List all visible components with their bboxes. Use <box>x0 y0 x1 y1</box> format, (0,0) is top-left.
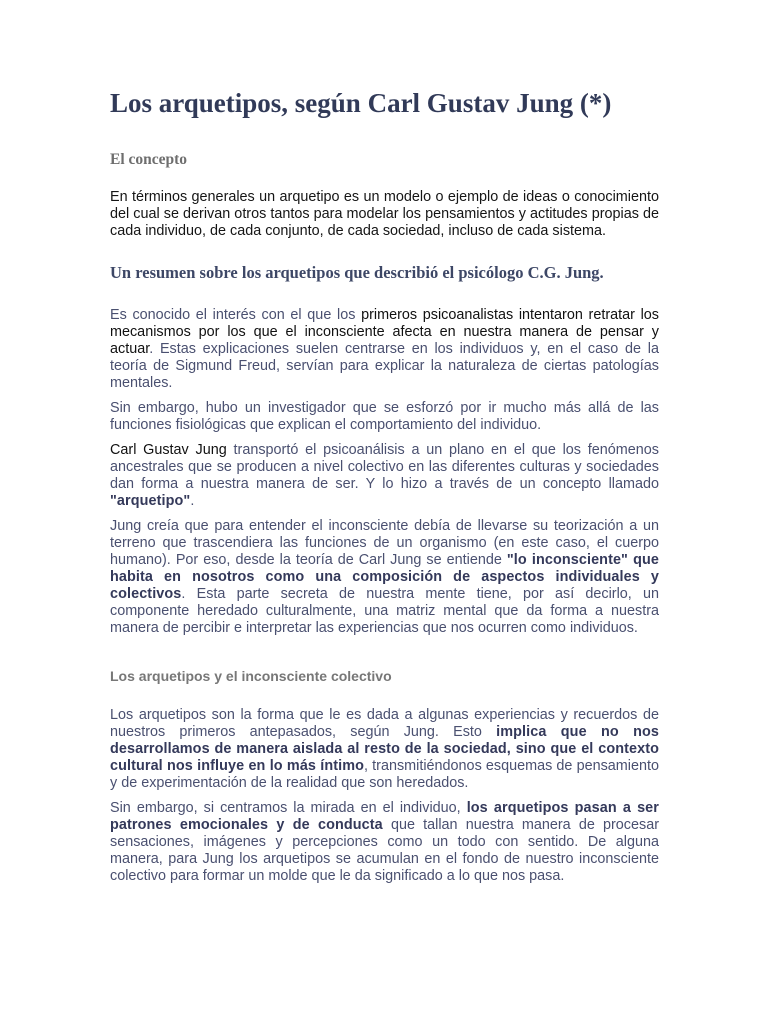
p3-text-a: Carl Gustav Jung <box>110 442 227 458</box>
paragraph-carl-jung <box>110 442 659 510</box>
p3-text-b: transportó el psicoanálisis a un plano en el que los fenómenos ancestrales que se producen a nivel colectivo en las diferentes culturas y sociedades dan forma a nuestra manera de ser. Y lo hizo a través de un concepto llamado <box>110 442 659 492</box>
p4-emphasis: "lo inconsciente" que habita en nosotros como una composición de aspectos individuales y colectivos <box>110 552 659 602</box>
concept-paragraph: En términos generales un arquetipo es un modelo o ejemplo de ideas o conocimiento del cual se derivan otros tantos para modelar los pensamientos y actitudes propias de cada individuo, de cada conjunto, de cada sociedad, incluso de cada sistema. <box>110 189 659 239</box>
p1-text-c: . Estas explicaciones suelen centrarse en los individuos y, en el caso de la teoría de Sigmund Freud, servían para explicar la naturaleza de ciertas patologías mentales. <box>110 341 659 391</box>
document-body <box>110 86 659 885</box>
paragraph-individual <box>110 800 659 885</box>
p4-text-a: Jung creía que para entender el inconsciente debía de llevarse su teorización a un terreno que trascendiera las funciones de un organismo (en este caso, el cuerpo humano). Por eso, desde la teoría de Carl Jung se entiende <box>110 518 659 568</box>
section-heading-collective: Los arquetipos y el inconsciente colectivo <box>110 668 392 684</box>
paragraph-ancestors <box>110 707 659 792</box>
p3-text-d: . <box>190 493 195 509</box>
paragraph-unconscious <box>110 518 659 637</box>
p1-text-b: primeros psicoanalistas intentaron retratar los mecanismos por los que el inconsciente afecta en nuestra manera de pensar y actuar <box>110 307 659 357</box>
p3-arquetipo-emphasis: "arquetipo" <box>110 493 191 509</box>
p1-text-a: Es conocido el interés con el que los <box>110 307 362 323</box>
paragraph-psychoanalysts <box>110 307 659 392</box>
document-title: Los arquetipos, según Carl Gustav Jung (*) <box>110 88 612 118</box>
section-heading-concept: El concepto <box>110 151 188 168</box>
summary-heading: Un resumen sobre los arquetipos que describió el psicólogo C.G. Jung. <box>110 263 604 282</box>
p6-text-a: Sin embargo, si centramos la mirada en el individuo, <box>110 800 467 816</box>
p6-text-c: que tallan nuestra manera de procesar sensaciones, imágenes y percepciones como un todo con sentido. De alguna manera, para Jung los arquetipos se acumulan en el fondo de nuestro inconsciente colectivo para formar un molde que le da significado a lo que nos pasa. <box>110 817 659 884</box>
p5-emphasis: implica que no nos desarrollamos de manera aislada al resto de la sociedad, sino que el contexto cultural nos influye en lo más íntimo <box>110 724 659 774</box>
paragraph-investigator: Sin embargo, hubo un investigador que se esforzó por ir mucho más allá de las funciones fisiológicas que explican el comportamiento del individuo. <box>110 400 659 433</box>
p5-text-a: Los arquetipos son la forma que le es dada a algunas experiencias y recuerdos de nuestros primeros antepasados, según Jung. Esto <box>110 707 659 740</box>
p6-emphasis: los arquetipos pasan a ser patrones emocionales y de conducta <box>110 800 659 833</box>
p4-text-c: . Esta parte secreta de nuestra mente tiene, por así decirlo, un componente heredado culturalmente, una matriz mental que da forma a nuestra manera de percibir e interpretar las experiencias que nos ocurren como individuos. <box>110 586 659 636</box>
p5-text-c: , transmitiéndonos esquemas de pensamiento y de experimentación de la realidad que son heredados. <box>110 758 659 791</box>
